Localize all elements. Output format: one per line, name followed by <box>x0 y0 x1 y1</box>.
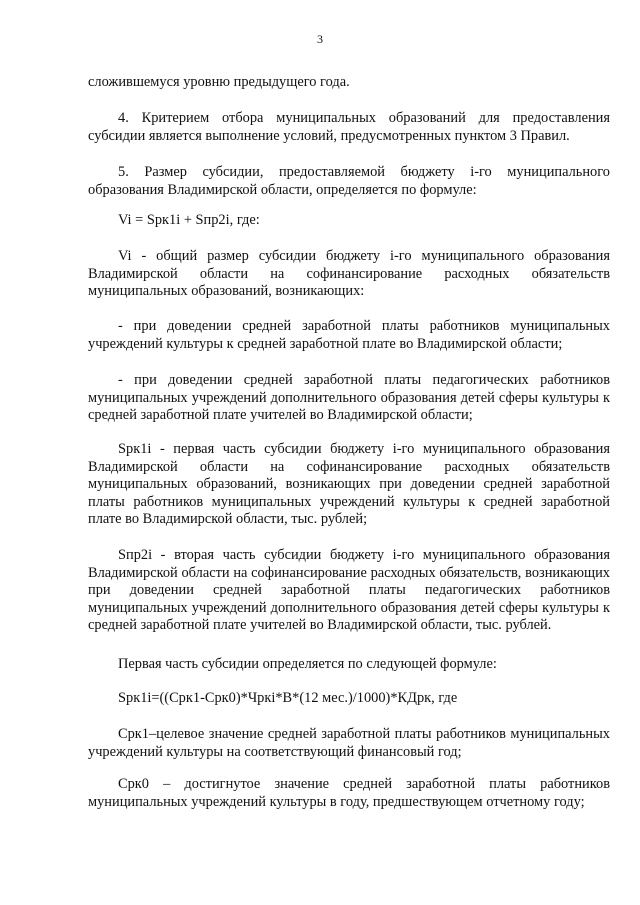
page-number: 3 <box>317 32 323 46</box>
paragraph-bullet-culture: - при доведении средней заработной платы работников муниципальных учреждений культуры к средней заработной плате во Владимирской области; <box>88 318 610 352</box>
paragraph-bullet-teachers: - при доведении средней заработной платы педагогических работников муниципальных учреждений дополнительного образования детей сферы культуры к средней заработной плате учителей во Владимирской области; <box>88 372 610 423</box>
paragraph-srk0-definition: Срк0 – достигнутое значение средней заработной платы работников муниципальных учреждений культуры в году, предшествующем отчетному году; <box>88 776 610 810</box>
paragraph-srk1-definition: Срк1–целевое значение средней заработной платы работников муниципальных учреждений культуры на соответствующий финансовый год; <box>88 726 610 760</box>
formula-srk1i: Sрк1i=((Срк1-Срк0)*Чркi*В*(12 мес.)/1000)*КДрк, где <box>118 690 458 706</box>
paragraph-continuation: сложившемуся уровню предыдущего года. <box>88 74 350 90</box>
paragraph-spr2i-definition: Sпр2i - вторая часть субсидии бюджету i-го муниципального образования Владимирской области на софинансирование расходных обязательств, возникающих при доведении средней заработной платы педагогических работников муниципальных учреждений дополнительного образования детей сферы культуры к средней заработной плате учителей во Владимирской области, тыс. рублей. <box>88 547 610 633</box>
paragraph-first-part-intro: Первая часть субсидии определяется по следующей формуле: <box>118 656 497 672</box>
paragraph-vi-definition: Vi - общий размер субсидии бюджету i-го муниципального образования Владимирской области на софинансирование расходных обязательств муниципальных образований, возникающих: <box>88 248 610 299</box>
paragraph-item-5: 5. Размер субсидии, предоставляемой бюджету i-го муниципального образования Владимирской области, определяется по формуле: <box>88 164 610 198</box>
paragraph-srk1i-definition: Sрк1i - первая часть субсидии бюджету i-го муниципального образования Владимирской области на софинансирование расходных обязательств муниципальных образований, возникающих при доведении средней заработной платы работников муниципальных учреждений культуры к средней заработной плате во Владимирской области, тыс. рублей; <box>88 441 610 527</box>
paragraph-item-4: 4. Критерием отбора муниципальных образований для предоставления субсидии является выполнение условий, предусмотренных пунктом 3 Правил. <box>88 110 610 144</box>
formula-vi: Vi = Sрк1i + Sпр2i, где: <box>118 212 260 228</box>
